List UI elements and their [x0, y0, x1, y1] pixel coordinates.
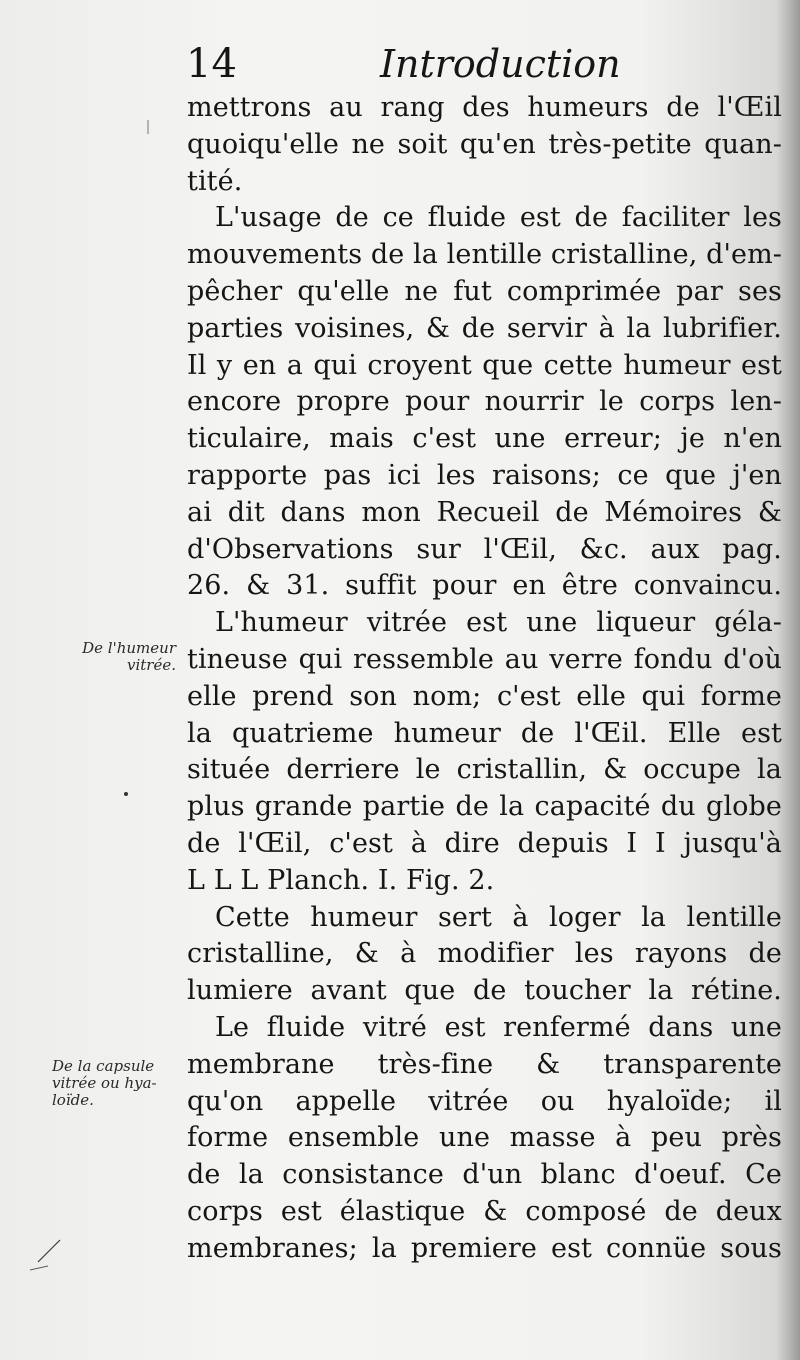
text-line: L'humeur vitrée est une liqueur géla-: [215, 607, 782, 639]
text-line: pêcher qu'elle ne fut comprimée par ses: [187, 275, 782, 307]
margin-note-line: vitrée.: [127, 656, 176, 674]
text-line: tineuse qui ressemble au verre fondu d'où: [187, 643, 782, 675]
text-line: quoiqu'elle ne soit qu'en très-petite quan-: [187, 128, 782, 160]
text-line: corps est élastique & composé de deux: [187, 1195, 782, 1227]
text-line: elle prend son nom; c'est elle qui forme: [187, 680, 782, 712]
text-line: cristalline, & à modifier les rayons de: [187, 938, 782, 970]
margin-note-line: De l'humeur: [82, 639, 176, 657]
page-number: 14: [186, 41, 237, 87]
text-line: parties voisines, & de servir à la lubrifier.: [187, 312, 782, 344]
text-line: Il y en a qui croyent que cette humeur est: [187, 349, 782, 381]
text-line: membrane très-fine & transparente: [187, 1048, 782, 1080]
text-line: la quatrieme humeur de l'Œil. Elle est: [187, 717, 782, 749]
margin-note-line: De la capsule: [52, 1057, 155, 1075]
margin-note-line: loïde.: [52, 1091, 94, 1109]
text-line: tité.: [187, 165, 243, 197]
text-line: L L L Planch. I. Fig. 2.: [187, 864, 495, 896]
text-line: Le fluide vitré est renfermé dans une: [215, 1011, 782, 1043]
text-line: rapporte pas ici les raisons; ce que j'en: [187, 459, 782, 491]
ink-dot: [124, 792, 128, 796]
text-line: plus grande partie de la capacité du globe: [187, 791, 782, 823]
text-line: située derriere le cristallin, & occupe la: [187, 754, 782, 786]
text-line: ticulaire, mais c'est une erreur; je n'en: [187, 423, 782, 455]
text-line: lumiere avant que de toucher la rétine.: [187, 975, 782, 1007]
text-line: forme ensemble une masse à peu près: [187, 1122, 782, 1154]
text-line: d'Observations sur l'Œil, &c. aux pag.: [187, 533, 782, 565]
ink-stroke: [38, 1240, 60, 1262]
text-line: 26. & 31. suffit pour en être convaincu.: [187, 570, 782, 602]
text-line: de l'Œil, c'est à dire depuis I I jusqu'à: [187, 827, 782, 859]
running-title: Introduction: [380, 42, 621, 86]
margin-note-line: vitrée ou hya-: [52, 1074, 157, 1092]
text-line: mettrons au rang des humeurs de l'Œil: [187, 92, 782, 123]
ink-stroke: [30, 1266, 48, 1270]
text-line: ai dit dans mon Recueil de Mémoires &: [187, 496, 782, 528]
text-line: de la consistance d'un blanc d'oeuf. Ce: [187, 1159, 782, 1191]
text-line: encore propre pour nourrir le corps len-: [187, 386, 782, 418]
text-line: membranes; la premiere est connüe sous: [187, 1232, 782, 1264]
text-line: qu'on appelle vitrée ou hyaloïde; il: [187, 1085, 782, 1117]
text-line: mouvements de la lentille cristalline, d'em-: [187, 239, 782, 271]
text-line: Cette humeur sert à loger la lentille: [215, 901, 782, 933]
text-line: L'usage de ce fluide est de faciliter les: [215, 202, 782, 234]
